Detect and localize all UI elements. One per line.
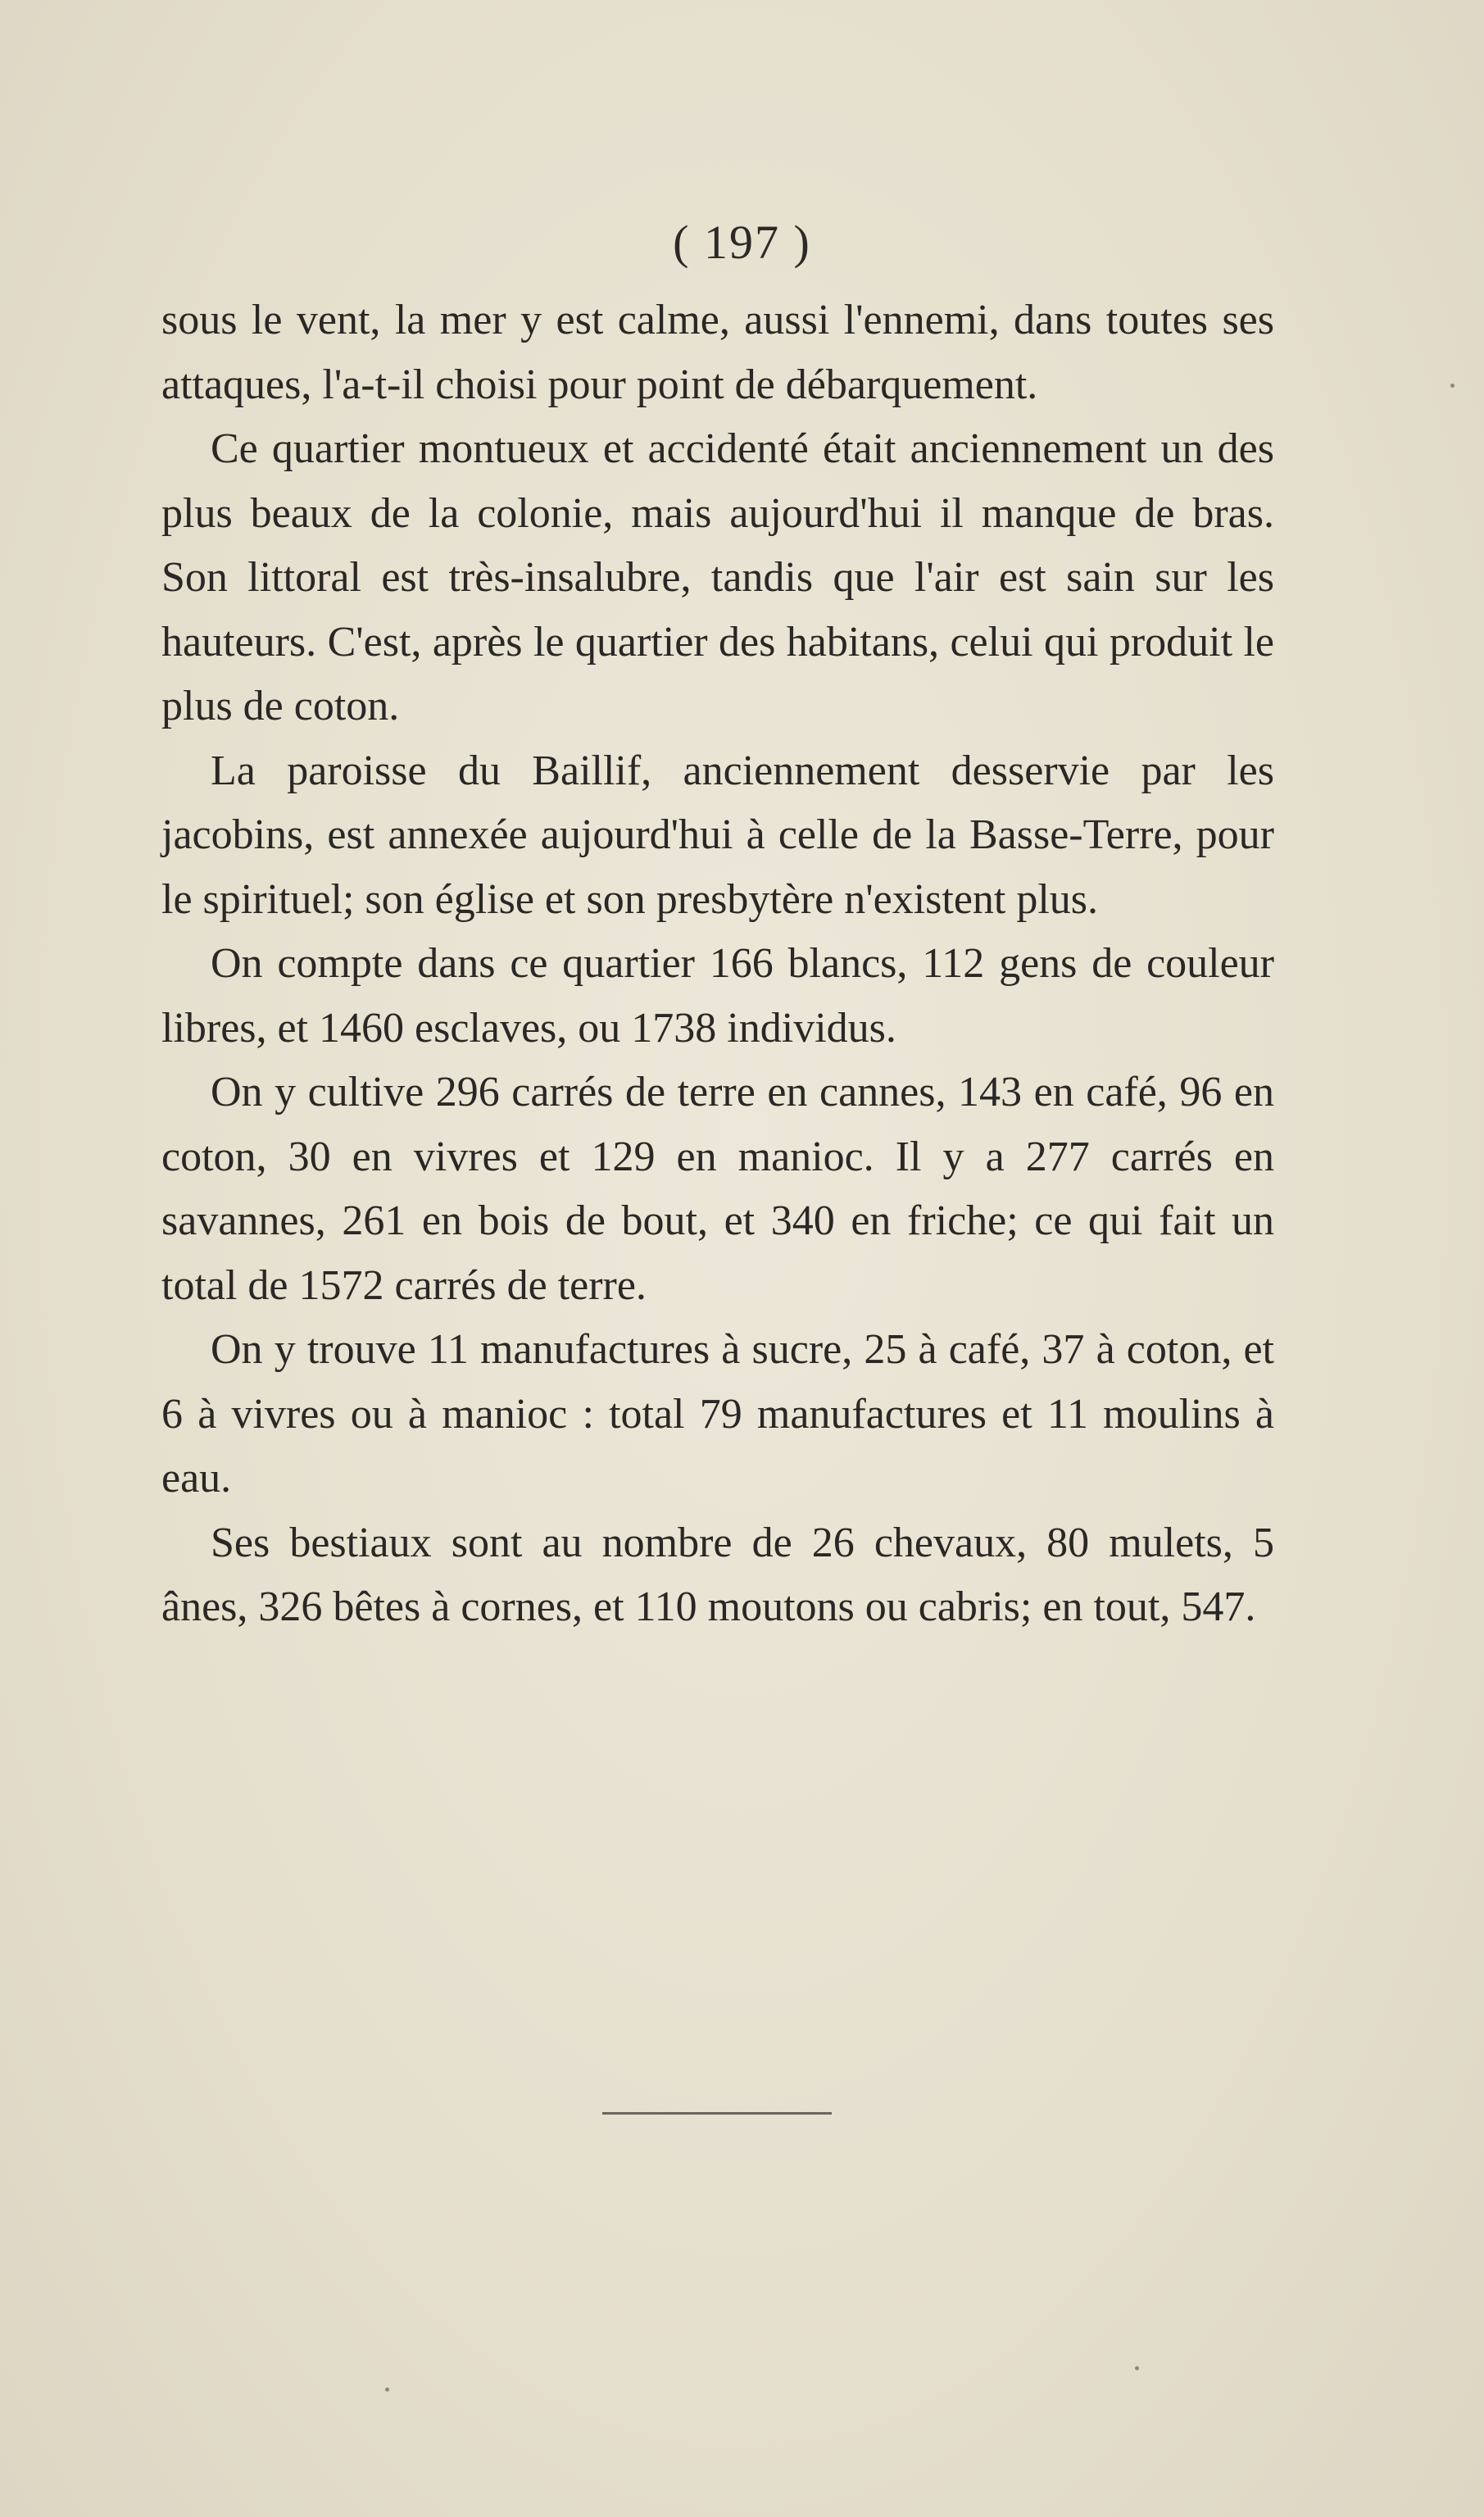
page-number: ( 197 ) [673,216,811,269]
paper-speck [1450,384,1455,388]
paragraph-cultures: On y cultive 296 carrés de terre en cannes, 143 en café, 96 en coton, 30 en vivres et 129 en manioc. Il y a 277 carrés en savannes, 261 en bois de bout, et 340 en friche; ce qui fait un total de 1572 carrés de terre. [161,1069,1274,1309]
paper-speck [385,2388,389,2392]
body-text [161,289,1274,1640]
paragraph-bestiaux: Ses bestiaux sont au nombre de 26 chevaux, 80 mulets, 5 ânes, 326 bêtes à cornes, et 110 moutons ou cabris; en tout, 547. [161,1519,1274,1630]
paragraph-continuation: sous le vent, la mer y est calme, aussi l'ennemi, dans toutes ses attaques, l'a-t-il choisi pour point de débarquement. [161,297,1274,408]
paragraph-quartier: Ce quartier montueux et accidenté était anciennement un des plus beaux de la colonie, mais aujourd'hui il manque de bras. Son littoral est très-insalubre, tandis que l'air est sain sur les hauteurs. C'est, après le quartier des habitans, celui qui produit le plus de coton. [161,425,1274,729]
paragraph-manufactures: On y trouve 11 manufactures à sucre, 25 à café, 37 à coton, et 6 à vivres ou à manioc : total 79 manufactures et 11 moulins à eau. [161,1326,1274,1502]
paper-speck [1135,2366,1139,2370]
paragraph-population: On compte dans ce quartier 166 blancs, 112 gens de couleur libres, et 1460 esclaves, ou 1738 individus. [161,940,1274,1052]
paragraph-paroisse: La paroisse du Baillif, anciennement desservie par les jacobins, est annexée aujourd'hui à celle de la Basse-Terre, pour le spirituel; son église et son presbytère n'existent plus. [161,747,1274,923]
end-rule [602,2112,832,2115]
